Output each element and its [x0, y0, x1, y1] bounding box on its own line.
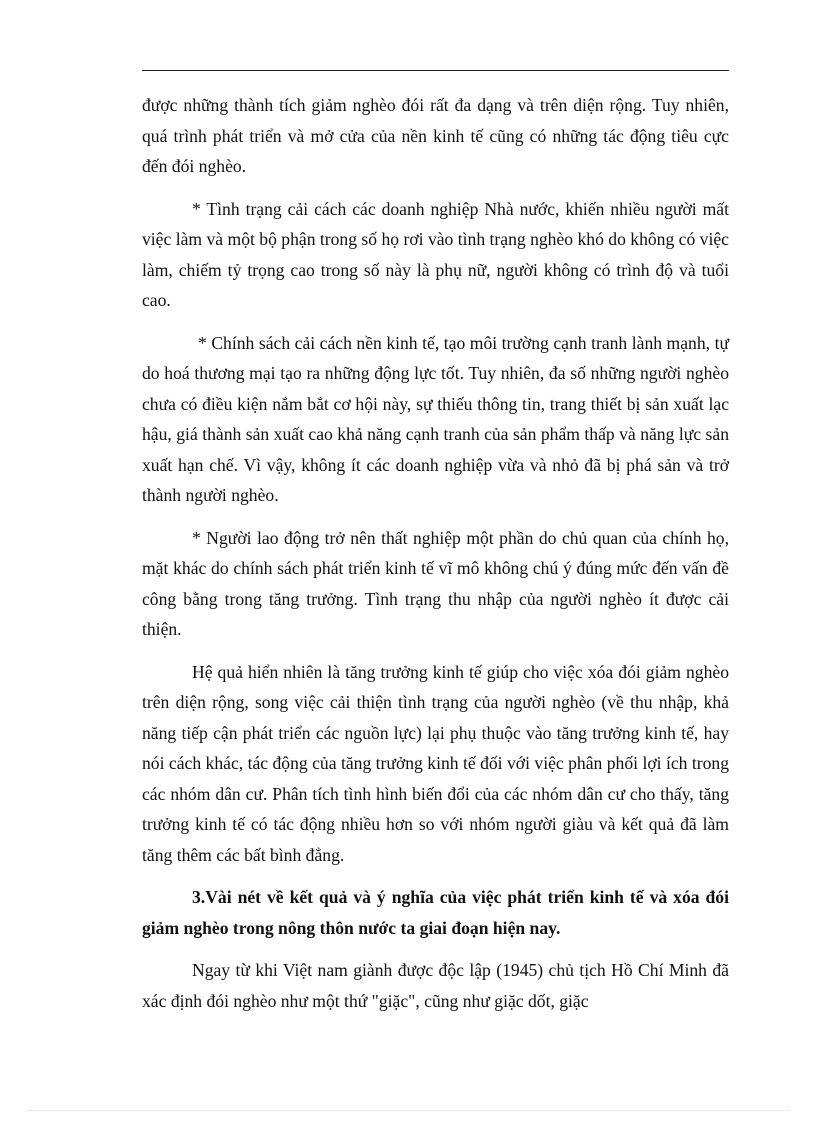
paragraph-closing: Ngay từ khi Việt nam giành được độc lập (1945) chủ tịch Hồ Chí Minh đã xác định đói nghèo như một thứ "giặc", cũng như giặc dốt, giặc [142, 960, 729, 1011]
paragraph-continuation: được những thành tích giảm nghèo đói rất đa dạng và trên diện rộng. Tuy nhiên, quá trình phát triển và mở cửa của nền kinh tế cũng có những tác động tiêu cực đến đói nghèo. [142, 95, 729, 176]
paragraph-bullet-state-enterprise-reform: * Tình trạng cải cách các doanh nghiệp Nhà nước, khiến nhiều người mất việc làm và một bộ phận trong số họ rơi vào tình trạng nghèo khó do không có việc làm, chiếm tỷ trọng cao trong số này là phụ nữ, người không có trình độ và tuổi cao. [142, 198, 729, 310]
document-body [142, 90, 729, 1028]
paragraph-growth-consequence: Hệ quả hiển nhiên là tăng trưởng kinh tế giúp cho việc xóa đói giảm nghèo trên diện rộng, song việc cải thiện tình trạng của người nghèo (về thu nhập, khả năng tiếp cận phát triển các nguồn lực) lại phụ thuộc vào tăng trưởng kinh tế, hay nói cách khác, tác động của tăng trưởng kinh tế đối với việc phân phối lợi ích trong các nhóm dân cư. Phân tích tình hình biến đổi của các nhóm dân cư cho thấy, tăng trưởng kinh tế có tác động nhiều hơn so với nhóm người giàu và kết quả đã làm tăng thêm các bất bình đẳng. [142, 661, 729, 865]
paragraph-bullet-economic-reform-policy: * Chính sách cải cách nền kinh tế, tạo môi trường cạnh tranh lành mạnh, tự do hoá thương mại tạo ra những động lực tốt. Tuy nhiên, đa số những người nghèo chưa có điều kiện nắm bắt cơ hội này, sự thiếu thông tin, trang thiết bị sản xuất lạc hậu, giá thành sản xuất cao khả năng cạnh tranh của sản phẩm thấp và năng lực sản xuất hạn chế. Vì vậy, không ít các doanh nghiệp vừa và nhỏ đã bị phá sản và trở thành người nghèo. [142, 332, 729, 505]
section-heading: 3.Vài nét về kết quả và ý nghĩa của việc phát triển kinh tế và xóa đói giảm nghèo trong nông thôn nước ta giai đoạn hiện nay. [142, 887, 729, 938]
paragraph-bullet-unemployment: * Người lao động trở nên thất nghiệp một phần do chủ quan của chính họ, mặt khác do chính sách phát triển kinh tế vĩ mô không chú ý đúng mức đến vấn đề công bằng trong tăng trưởng. Tình trạng thu nhập của người nghèo ít được cải thiện. [142, 527, 729, 639]
header-rule [142, 70, 729, 71]
footer-dotted-line [28, 1110, 788, 1111]
